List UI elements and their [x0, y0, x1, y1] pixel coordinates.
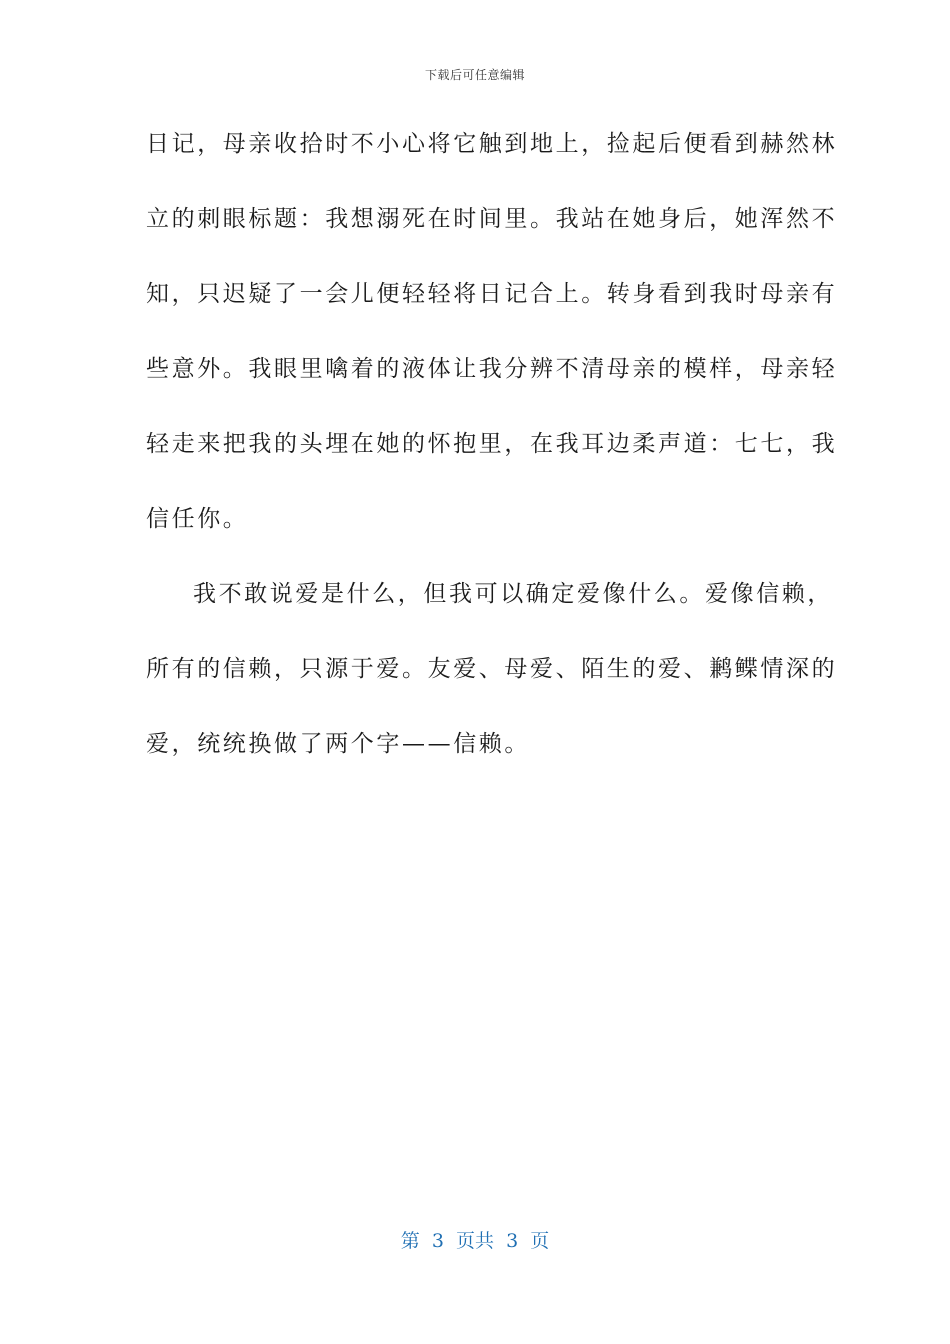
document-body — [146, 122, 838, 797]
body-line: 日记，母亲收拾时不小心将它触到地上，捡起后便看到赫然林 — [146, 131, 838, 157]
body-line: 信任你。 — [146, 506, 249, 532]
body-line: 些意外。我眼里噙着的液体让我分辨不清母亲的模样，母亲轻 — [146, 356, 838, 382]
page-number-footer: 第 3 页共 3 页 — [400, 1230, 550, 1252]
paragraph-first-line: 我不敢说爱是什么，但我可以确定爱像什么。爱像信赖， — [193, 581, 833, 607]
header-note: 下载后可任意编辑 — [424, 68, 525, 82]
body-line: 爱，统统换做了两个字——信赖。 — [146, 731, 530, 757]
body-line: 轻走来把我的头埋在她的怀抱里，在我耳边柔声道：七七，我 — [146, 431, 838, 457]
body-line: 立的刺眼标题：我想溺死在时间里。我站在她身后，她浑然不 — [146, 206, 838, 232]
body-line: 所有的信赖，只源于爱。友爱、母爱、陌生的爱、鹣鲽情深的 — [146, 656, 838, 682]
body-line: 知，只迟疑了一会儿便轻轻将日记合上。转身看到我时母亲有 — [146, 281, 838, 307]
